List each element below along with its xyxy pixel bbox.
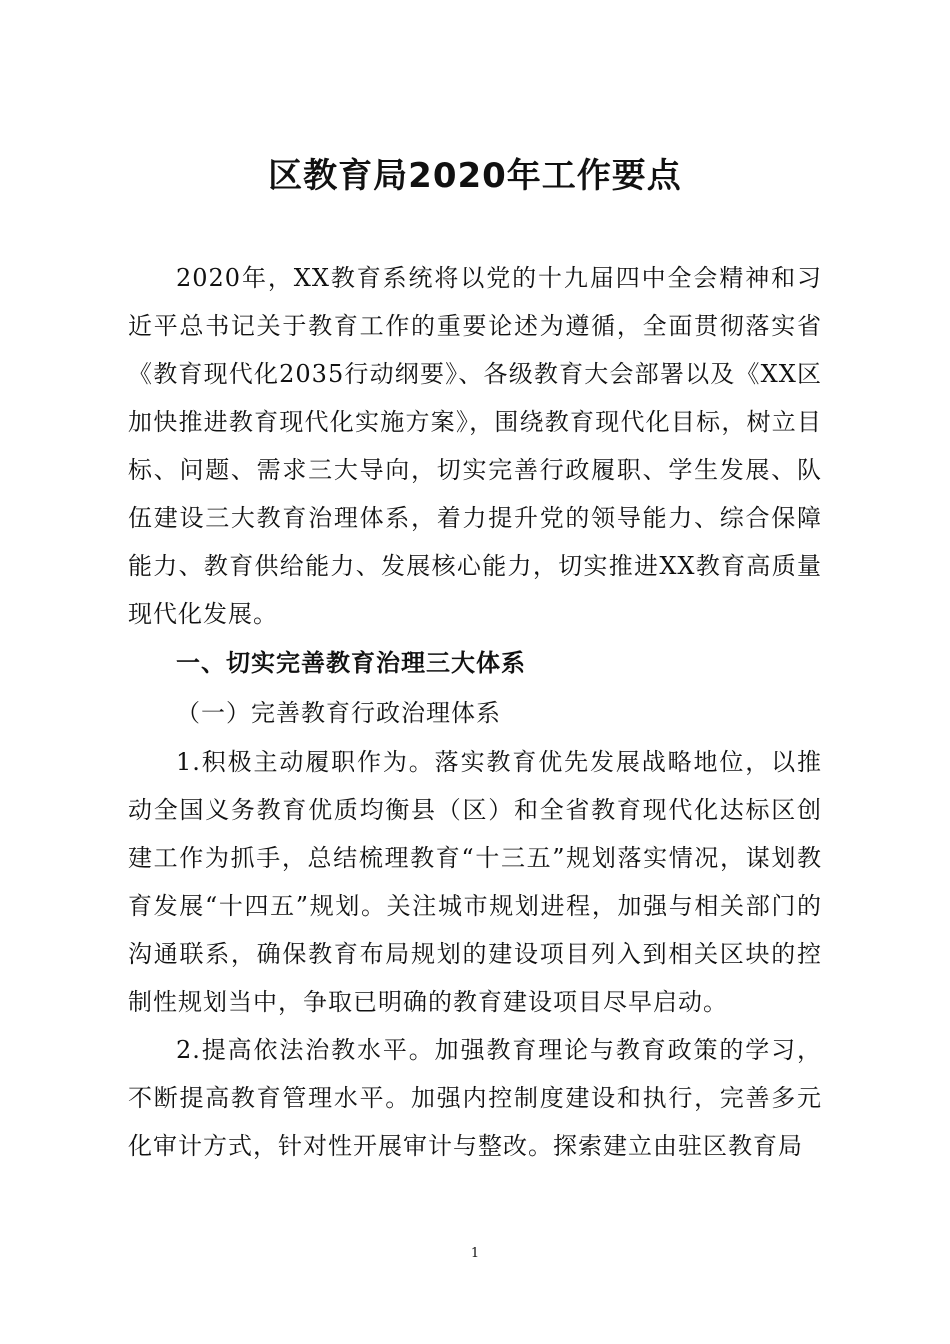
page-number: 1 xyxy=(470,1246,480,1261)
item-paragraph-2: 2.提高依法治教水平。加强教育理论与教育政策的学习，不断提高教育管理水平。加强内控制度建设和执行，完善多元化审计方式，针对性开展审计与整改。探索建立由驻区教育局 xyxy=(128,1036,822,1160)
subsection-heading: （一）完善教育行政治理体系 xyxy=(176,699,501,727)
item-paragraph-1: 1.积极主动履职作为。落实教育优先发展战略地位，以推动全国义务教育优质均衡县（区）和全省教育现代化达标区创建工作为抓手，总结梳理教育“十三五”规划落实情况，谋划教育发展“十四五”规划。关注城市规划进程，加强与相关部门的沟通联系，确保教育布局规划的建设项目列入到相关区块的控制性规划当中，争取已明确的教育建设项目尽早启动。 xyxy=(128,748,822,1016)
intro-paragraph: 2020年，XX教育系统将以党的十九届四中全会精神和习近平总书记关于教育工作的重要论述为遵循，全面贯彻落实省《教育现代化2035行动纲要》、各级教育大会部署以及《XX区加快推进教育现代化实施方案》，围绕教育现代化目标，树立目标、问题、需求三大导向，切实完善行政履职、学生发展、队伍建设三大教育治理体系，着力提升党的领导能力、综合保障能力、教育供给能力、发展核心能力，切实推进XX教育高质量现代化发展。 xyxy=(128,264,822,628)
section-heading: 一、切实完善教育治理三大体系 xyxy=(176,649,526,677)
document-body xyxy=(128,254,822,1170)
document-title: 区教育局2020年工作要点 xyxy=(268,156,682,196)
